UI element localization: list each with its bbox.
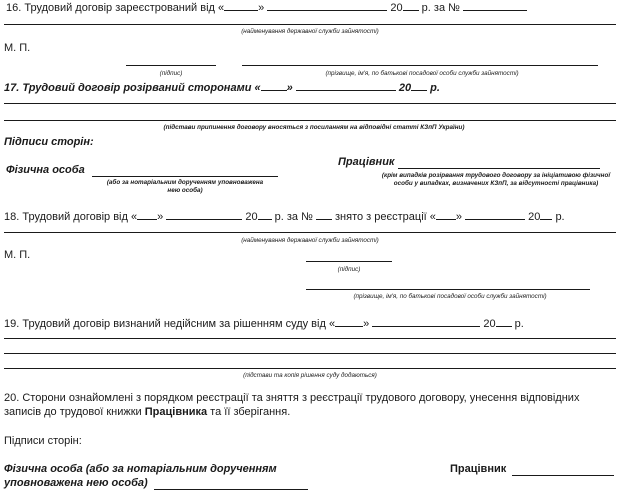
court-reason-line-1[interactable] (4, 338, 616, 339)
individual-label-line-1: Фізична особа (або за нотаріальним дорученням (4, 463, 277, 475)
employee-label: Працівник (450, 463, 507, 475)
month-field[interactable] (166, 209, 242, 220)
contract-number-field[interactable] (316, 209, 332, 220)
stamp-label: М. П. (4, 249, 31, 261)
signatures-heading: Підписи сторін: (4, 435, 82, 447)
employee-signature-line[interactable] (512, 475, 614, 476)
year-field[interactable] (258, 209, 272, 220)
section-19-line: 19. Трудовий договір визнаний недійсним за рішенням суду від « » 20 р. (4, 318, 524, 330)
day-field[interactable] (261, 80, 287, 91)
signatures-heading: Підписи сторін: (4, 136, 94, 148)
section-20-line-2: записів до трудової книжки Працівника та її зберігання. (4, 406, 291, 418)
individual-label: Фізична особа (6, 164, 85, 176)
signature-line[interactable] (126, 65, 216, 66)
stamp-label: М. П. (4, 42, 31, 54)
court-reason-line-2[interactable] (4, 353, 616, 354)
section-17-text: 17. Трудовий договір розірваний сторонами « (4, 82, 261, 94)
section-20-line-1: 20. Сторони ознайомлені з порядком реєстрації та зняття з реєстрації трудового договору, унесення відповідних (4, 392, 580, 404)
month-field[interactable] (296, 80, 396, 91)
section-19-text: 19. Трудовий договір визнаний недійсним за рішенням суду від « (4, 318, 336, 330)
individual-signature-line[interactable] (92, 176, 278, 177)
year-field[interactable] (496, 316, 512, 327)
removal-month-field[interactable] (465, 209, 525, 220)
removal-year-field[interactable] (540, 209, 552, 220)
section-18-text: 18. Трудовий договір від « (4, 211, 138, 223)
official-name-caption: (прізвище, ім'я, по батькові посадової особи служби зайнятості) (325, 70, 519, 77)
section-16-line: 16. Трудовий договір зареєстрований від « » 20 р. за № (6, 0, 527, 15)
individual-caption: (або за нотаріальним дорученням уповноважена нею особа) (106, 179, 264, 194)
removal-day-field[interactable] (436, 209, 456, 220)
individual-label-line-2: уповноважена нею особа) (4, 477, 148, 489)
service-name-line[interactable] (4, 24, 616, 25)
official-name-caption: (прізвище, ім'я, по батькові посадової особи служби зайнятості) (353, 293, 547, 300)
court-reason-line-3[interactable] (4, 368, 616, 369)
employee-signature-line[interactable] (398, 168, 600, 169)
employee-label: Працівник (338, 156, 395, 168)
day-field[interactable] (224, 0, 258, 11)
signature-line[interactable] (306, 261, 392, 262)
official-name-line[interactable] (306, 289, 590, 290)
signature-caption: (підпис) (337, 266, 361, 273)
service-name-line[interactable] (4, 232, 616, 233)
year-field[interactable] (403, 0, 419, 11)
signature-caption: (підпис) (159, 70, 183, 77)
individual-signature-line[interactable] (154, 489, 308, 490)
year-field[interactable] (411, 80, 427, 91)
official-name-line[interactable] (242, 65, 598, 66)
termination-reason-line-2[interactable] (4, 120, 616, 121)
day-field[interactable] (137, 209, 157, 220)
month-field[interactable] (372, 316, 480, 327)
section-17-line: 17. Трудовий договір розірваний сторонами « » 20 р. (4, 82, 440, 94)
termination-reason-caption: (підстави припинення договору вносяться з посиланням на відповідні статті КЗпП України) (163, 124, 465, 131)
employee-caption: (крім випадків розірвання трудового договору за ініціативою фізичної особи у випадках, визначених КЗпП, за відсутності працівника) (381, 172, 611, 187)
termination-reason-line-1[interactable] (4, 103, 616, 104)
court-reason-caption: (підстави та копія рішення суду додаються) (243, 372, 377, 379)
section-16-text: 16. Трудовий договір зареєстрований від « (6, 2, 225, 14)
day-field[interactable] (335, 316, 363, 327)
section-18-line: 18. Трудовий договір від « » 20 р. за № знято з реєстрації « » 20 р. (4, 211, 565, 223)
month-field[interactable] (267, 0, 387, 11)
service-name-caption: (найменування державної служби зайнятості) (241, 28, 379, 35)
service-name-caption: (найменування державної служби зайнятості) (241, 237, 379, 244)
registration-number-field[interactable] (463, 0, 527, 11)
